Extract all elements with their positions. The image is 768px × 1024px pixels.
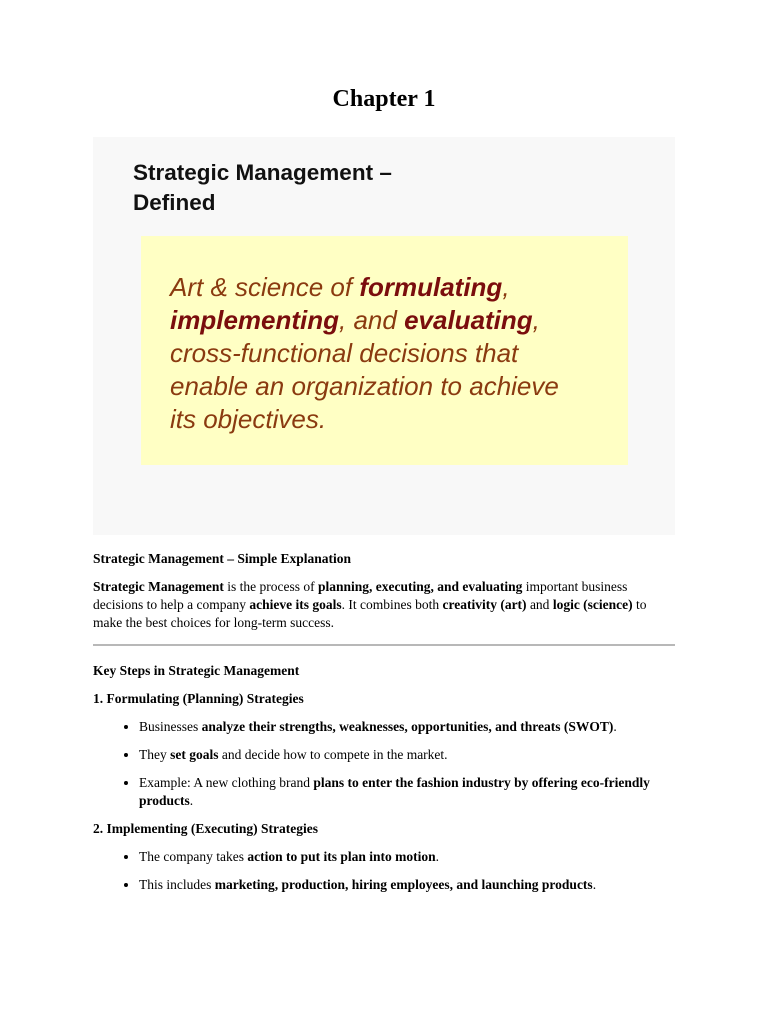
plain-text: is the process of — [223, 579, 318, 594]
slide-title-line2: Defined — [133, 190, 216, 215]
list-item — [139, 876, 675, 894]
step2-list — [93, 848, 675, 894]
plain-text: . — [189, 793, 194, 808]
simple-explanation-heading: Strategic Management – Simple Explanation — [93, 551, 351, 566]
plain-text: The company takes — [139, 849, 248, 864]
plain-text: and — [526, 597, 553, 612]
slide-title — [133, 158, 392, 218]
plain-text: to make the best choices for long-term success. — [93, 597, 647, 630]
plain-text: This includes — [139, 877, 215, 892]
plain-text: . It combines both — [341, 597, 443, 612]
plain-text: and decide how to compete in the market. — [218, 747, 448, 762]
plain-text: . — [435, 849, 439, 864]
horizontal-divider — [93, 644, 675, 646]
bold-text: creativity (art) — [442, 597, 527, 612]
step1-list — [93, 718, 675, 810]
bold-text: logic (science) — [552, 597, 633, 612]
bold-text: analyze their strengths, weaknesses, opportunities, and threats (SWOT) — [201, 719, 614, 734]
definition-line: enable an organization to achieve — [170, 371, 559, 401]
definition-box — [141, 236, 628, 465]
definition-line: cross-functional decisions that — [170, 338, 519, 368]
bold-text: plans to enter the fashion industry by offering eco-friendly products — [139, 775, 650, 808]
bold-text: planning, executing, and evaluating — [317, 579, 523, 594]
definition-line: its objectives. — [170, 404, 327, 434]
bold-text: action to put its plan into motion — [247, 849, 436, 864]
step2-title: 2. Implementing (Executing) Strategies — [93, 821, 318, 836]
definition-part: , — [502, 272, 510, 302]
key-steps-heading: Key Steps in Strategic Management — [93, 663, 300, 678]
slide-image — [93, 137, 675, 535]
list-item — [139, 718, 675, 736]
plain-text: Businesses — [139, 719, 202, 734]
simple-explanation-paragraph — [93, 578, 675, 632]
list-item — [139, 746, 675, 764]
definition-part: , — [532, 305, 540, 335]
chapter-title: Chapter 1 — [332, 86, 436, 112]
bold-text: Strategic Management — [93, 579, 224, 594]
definition-part: Art & science of — [170, 272, 360, 302]
definition-implementing: implementing — [170, 305, 340, 335]
plain-text: . — [592, 877, 597, 892]
step1-title: 1. Formulating (Planning) Strategies — [93, 691, 304, 706]
definition-text — [170, 271, 620, 436]
definition-evaluating: evaluating — [404, 305, 533, 335]
step2-heading — [93, 820, 675, 838]
list-item — [139, 848, 675, 866]
plain-text: . — [613, 719, 617, 734]
definition-formulating: formulating — [359, 272, 503, 302]
bold-text: achieve its goals — [249, 597, 342, 612]
plain-text: Example: A new clothing brand — [139, 775, 314, 790]
document-body — [93, 550, 675, 894]
bold-text: set goals — [170, 747, 219, 762]
definition-part: , and — [339, 305, 405, 335]
step1-heading — [93, 690, 675, 708]
plain-text: They — [139, 747, 171, 762]
slide-title-line1: Strategic Management – — [133, 160, 392, 185]
bold-text: marketing, production, hiring employees, and launching products — [214, 877, 593, 892]
plain-text: important business decisions to help a company — [93, 579, 628, 612]
list-item — [139, 774, 675, 810]
